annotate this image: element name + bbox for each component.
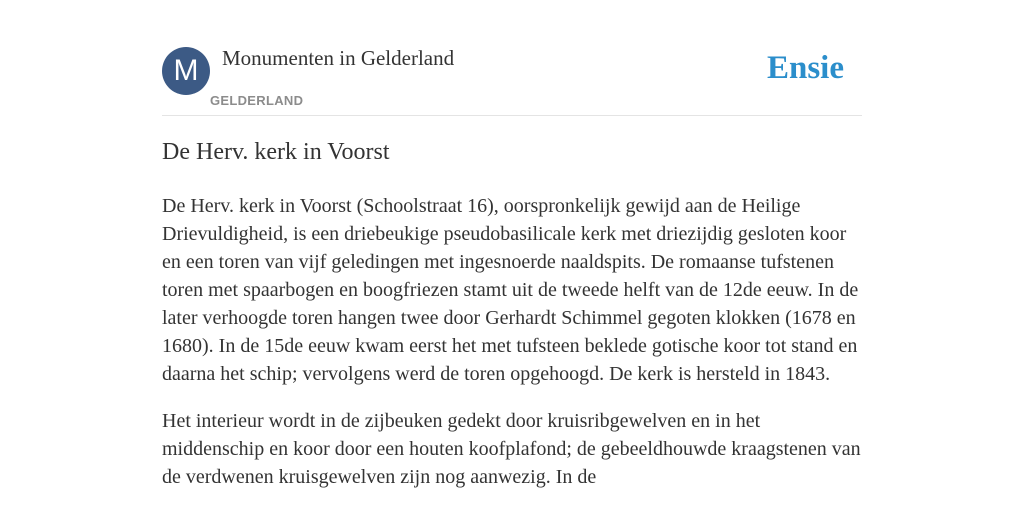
ensie-logo[interactable]: Ensie xyxy=(766,50,844,86)
article-paragraph: Het interieur wordt in de zijbeuken gedekt door kruisribgewelven en in het middenschip en koor door een houten koofplafond; de gebeeldhouwde kraagstenen van de verdwenen kruisgewelven zijn nog aanwezig. In de xyxy=(162,410,861,488)
publication-title[interactable]: Monumenten in Gelderland xyxy=(222,46,455,70)
publication-avatar[interactable]: M xyxy=(162,47,210,95)
publication-header xyxy=(162,44,862,116)
article-body xyxy=(162,192,862,510)
region-label[interactable]: GELDERLAND xyxy=(210,93,304,108)
article-paragraph: De Herv. kerk in Voorst (Schoolstraat 16), oorspronkelijk gewijd aan de Heilige Drievuldigheid, is een driebeukige pseudobasilicale kerk met driezijdig gesloten koor en een toren van vijf geledingen met ingesnoerde naaldspits. De romaanse tufstenen toren met spaarbogen en boogfriezen stamt uit de tweede helft van de 12de eeuw. In de later verhoogde toren hangen twee door Gerhardt Schimmel gegoten klokken (1678 en 1680). In de 15de eeuw kwam eerst het met tufsteen beklede gotische koor tot stand en daarna het schip; vervolgens werd de toren opgehoogd. De kerk is hersteld in 1843. xyxy=(162,195,859,385)
article-title: De Herv. kerk in Voorst xyxy=(162,139,390,165)
